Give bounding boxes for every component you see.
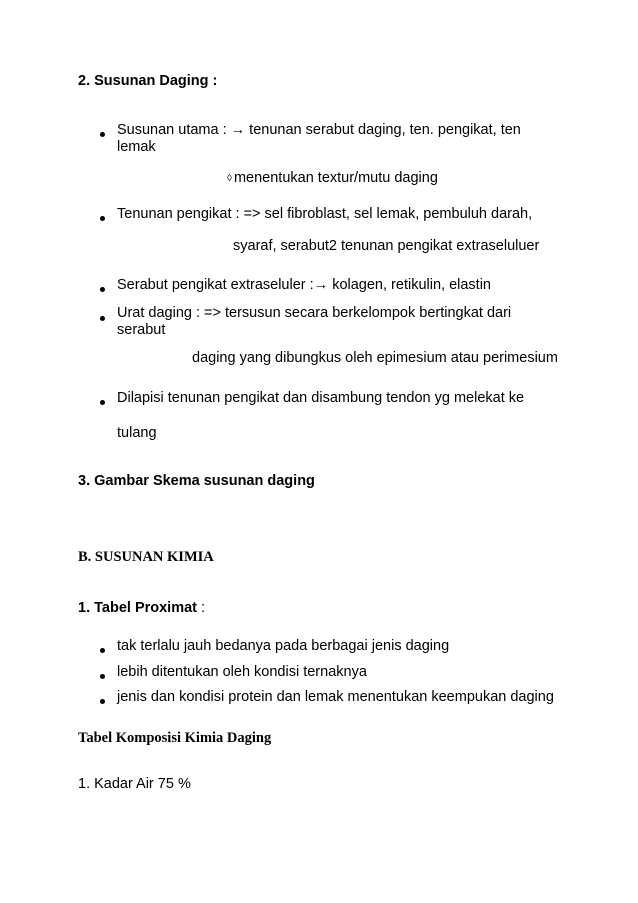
list-item-text: Serabut pengikat extraseluler :→ kolagen, retikulin, elastin [117, 277, 491, 293]
table-row-kadar-air: 1. Kadar Air 75 % [78, 776, 191, 792]
bullet-marker [100, 648, 105, 653]
bullet-marker [100, 287, 105, 292]
bullet-marker [100, 316, 105, 321]
bullet-marker [100, 674, 105, 679]
bullet-marker [100, 400, 105, 405]
indented-note: daging yang dibungkus oleh epimesium atau perimesium [192, 350, 558, 366]
bullet-marker [100, 132, 105, 137]
list-item-text: Tenunan pengikat : => sel fibroblast, sel lemak, pembuluh darah, [117, 206, 533, 222]
section-heading-skema: 3. Gambar Skema susunan daging [78, 473, 315, 489]
list-item-text: lebih ditentukan oleh kondisi ternaknya [117, 664, 367, 680]
list-item-text: Urat daging : => tersusun secara berkelompok bertingkat dari [117, 305, 512, 321]
list-item-text: Susunan utama : → tenunan serabut daging, ten. pengikat, ten [117, 122, 521, 138]
indented-note [227, 170, 438, 186]
bullet-marker [100, 216, 105, 221]
bullet-marker [100, 699, 105, 704]
list-item-text-continued: tulang [117, 425, 157, 441]
diamond-icon: ◊ [227, 173, 232, 184]
list-item-text-continued: lemak [117, 139, 156, 155]
list-item-text: tak terlalu jauh bedanya pada berbagai jenis daging [117, 638, 450, 654]
subsection-heading-proximat [78, 600, 205, 616]
heading-colon: : [197, 600, 206, 616]
section-heading-susunan-daging: 2. Susunan Daging : [78, 73, 218, 89]
list-item-text-continued: serabut [117, 322, 166, 338]
list-item-text: Dilapisi tenunan pengikat dan disambung tendon yg melekat ke [117, 390, 525, 406]
list-item-text: jenis dan kondisi protein dan lemak menentukan keempukan daging [117, 689, 554, 705]
indented-note-text: menentukan textur/mutu daging [233, 170, 438, 186]
indented-note: syaraf, serabut2 tenunan pengikat extraseluluer [233, 238, 540, 254]
section-heading-susunan-kimia: B. SUSUNAN KIMIA [78, 549, 214, 565]
subsection-heading-text: 1. Tabel Proximat [78, 600, 197, 616]
table-title: Tabel Komposisi Kimia Daging [78, 730, 272, 746]
